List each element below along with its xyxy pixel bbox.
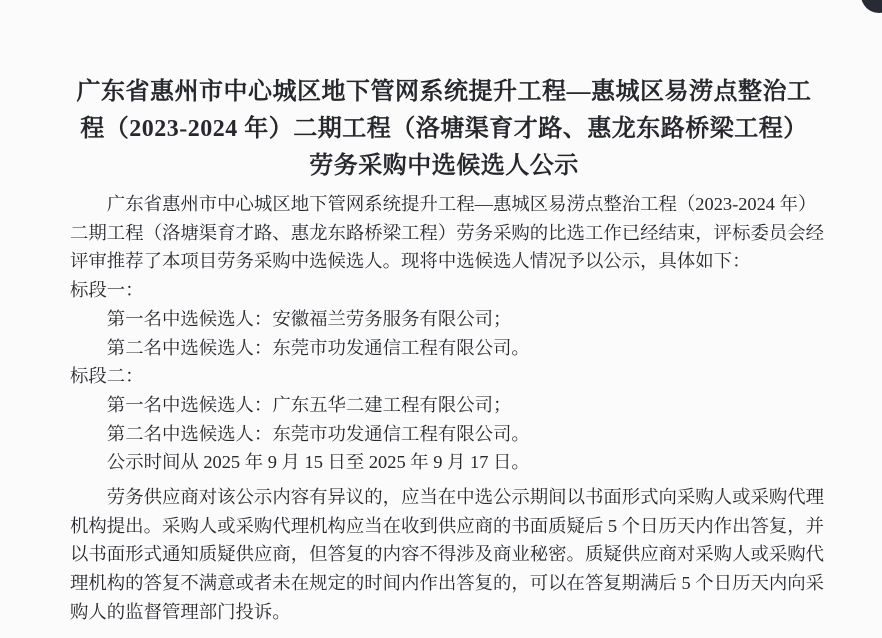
title-line: 广东省惠州市中心城区地下管网系统提升工程—惠城区易涝点整治工 bbox=[76, 79, 812, 105]
body-line: 理机构的答复不满意或者未在规定的时间内作出答复的，可以在答复期满后 5 个日历天内向采 bbox=[70, 573, 825, 594]
body-line: 机构提出。采购人或采购代理机构应当在收到供应商的书面质疑后 5 个日历天内作出答复，并 bbox=[70, 515, 825, 536]
notice-document bbox=[70, 74, 825, 627]
document-body bbox=[70, 190, 825, 627]
document-title bbox=[70, 74, 818, 185]
body-line: 标段二： bbox=[70, 366, 144, 387]
body-line: 公示时间从 2025 年 9 月 15 日至 2025 年 9 月 17 日。 bbox=[106, 452, 530, 473]
title-line: 程（2023-2024 年）二期工程（洛塘渠育才路、惠龙东路桥梁工程） bbox=[80, 116, 808, 142]
body-line: 以书面形式通知质疑供应商，但答复的内容不得涉及商业秘密。质疑供应商对采购人或采购代 bbox=[70, 544, 825, 565]
body-line: 第二名中选候选人：东莞市功发通信工程有限公司。 bbox=[106, 337, 530, 358]
body-line: 二期工程（洛塘渠育才路、惠龙东路桥梁工程）劳务采购的比选工作已经结束，评标委员会经 bbox=[70, 222, 825, 243]
body-line: 第二名中选候选人：东莞市功发通信工程有限公司。 bbox=[106, 423, 530, 444]
body-line: 评审推荐了本项目劳务采购中选候选人。现将中选候选人情况予以公示，具体如下： bbox=[70, 251, 751, 272]
title-line: 劳务采购中选候选人公示 bbox=[309, 153, 579, 179]
body-line: 劳务供应商对该公示内容有异议的，应当在中选公示期间以书面形式向采购人或采购代理 bbox=[106, 487, 825, 508]
body-line: 第一名中选候选人：安徽福兰劳务服务有限公司； bbox=[106, 308, 512, 329]
body-line: 广东省惠州市中心城区地下管网系统提升工程—惠城区易涝点整治工程（2023-2024 年） bbox=[106, 194, 817, 214]
body-line: 第一名中选候选人：广东五华二建工程有限公司； bbox=[106, 394, 512, 415]
corner-partial-button[interactable] bbox=[861, 0, 882, 13]
body-line: 购人的监督管理部门投诉。 bbox=[70, 601, 291, 622]
body-line: 标段一： bbox=[70, 280, 144, 301]
